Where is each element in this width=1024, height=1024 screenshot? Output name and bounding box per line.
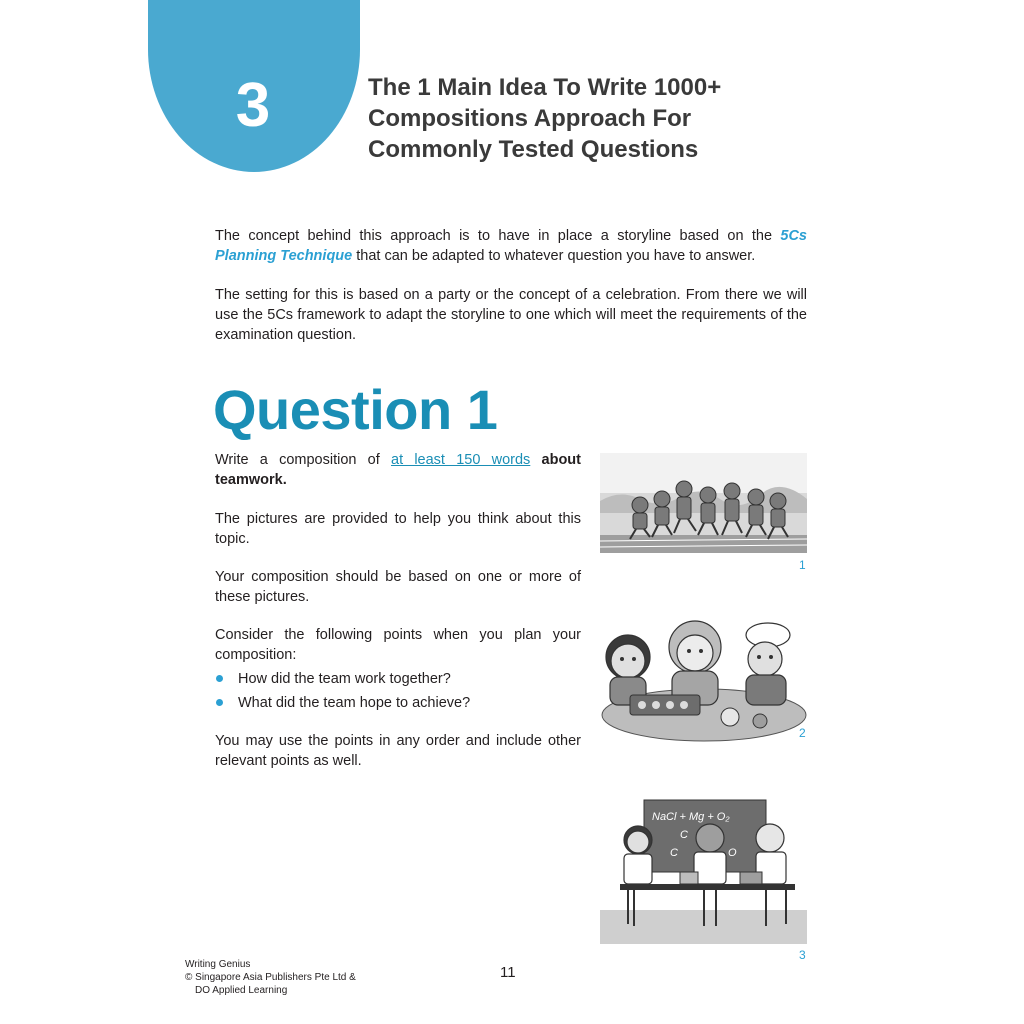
technique-highlight: 5Cs Planning Technique	[215, 228, 807, 264]
page-number: 11	[500, 964, 516, 981]
chapter-title-line: Commonly Tested Questions	[368, 136, 699, 163]
chapter-title-line: The 1 Main Idea To Write 1000+	[368, 74, 722, 101]
word-count-link[interactable]: at least 150 words	[391, 452, 531, 468]
board-formula: C	[670, 847, 678, 859]
baking-kids-illustration	[600, 617, 807, 745]
board-formula: O	[728, 847, 737, 859]
chapter-title	[368, 72, 788, 165]
question-paragraph: The pictures are provided to help you think about this topic.	[215, 511, 581, 547]
picture-number: 2	[799, 726, 806, 740]
intro-text: The concept behind this approach is to have in place a storyline based on the	[215, 228, 781, 244]
intro-text: that can be adapted to whatever question you have to answer.	[352, 248, 756, 264]
list-item: How did the team work together?	[215, 669, 581, 689]
picture-number: 3	[799, 948, 806, 962]
points-intro: Consider the following points when you plan your composition:	[215, 627, 581, 663]
question-paragraph: Your composition should be based on one or more of these pictures.	[215, 569, 581, 605]
list-item: What did the team hope to achieve?	[215, 693, 581, 713]
question-points	[215, 625, 581, 713]
board-formula: C	[680, 829, 688, 841]
intro-paragraph-1	[215, 226, 807, 266]
prompt-text: Write a composition of	[215, 452, 392, 468]
picture-number: 1	[799, 558, 806, 572]
question-prompt	[215, 450, 581, 490]
footer-book-title: Writing Genius	[185, 959, 251, 970]
points-list	[215, 669, 581, 713]
intro-paragraph-2: The setting for this is based on a party or the concept of a celebration. From there we will use the 5Cs framework to adapt the storyline to one which will meet the requirements of the examination question.	[215, 287, 807, 343]
footer-copyright: DO Applied Learning	[195, 985, 288, 996]
prompt-topic: about teamwork.	[215, 452, 581, 488]
chapter-title-line: Compositions Approach For	[368, 105, 692, 132]
question-paragraph: You may use the points in any order and include other relevant points as well.	[215, 733, 581, 769]
footer-credits	[185, 958, 356, 997]
board-formula: NaCl + Mg + O₂	[652, 811, 730, 823]
footer-copyright: © Singapore Asia Publishers Pte Ltd &	[185, 972, 356, 983]
chapter-number: 3	[235, 71, 271, 140]
runners-illustration	[600, 453, 807, 553]
question-title: Question 1	[213, 378, 498, 441]
science-lab-illustration	[600, 798, 807, 944]
